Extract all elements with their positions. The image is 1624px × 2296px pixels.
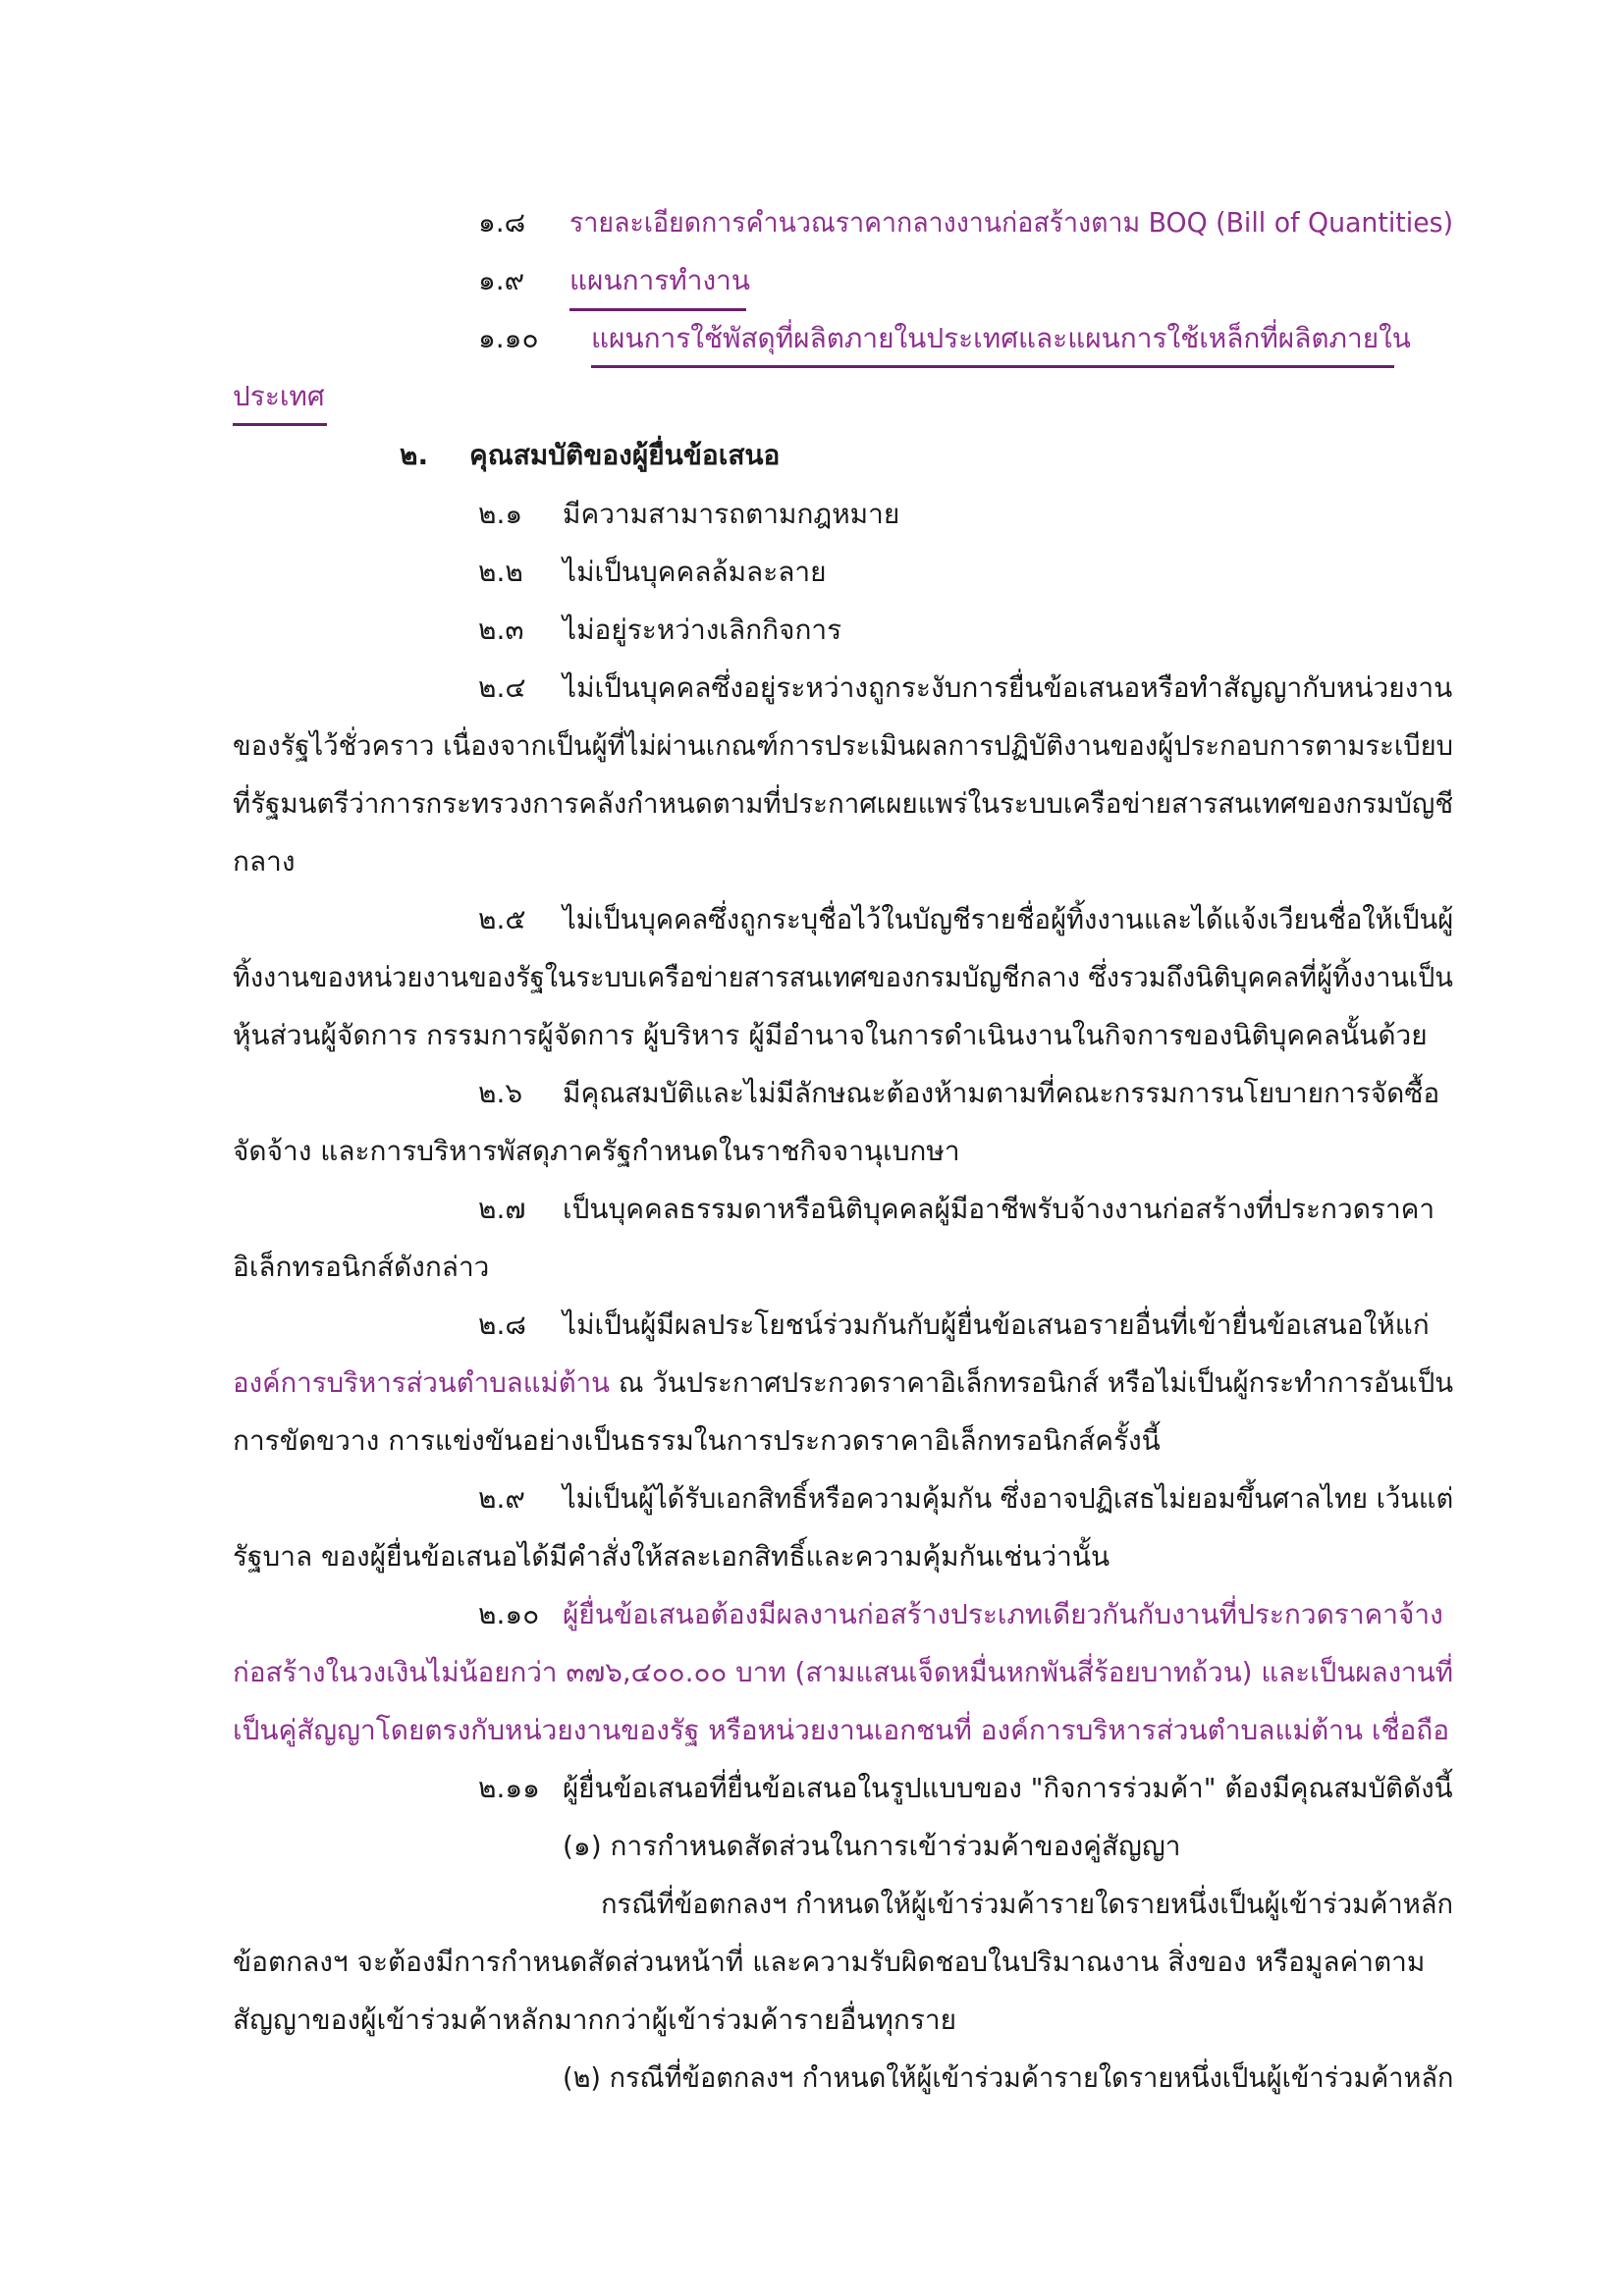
item-2-6-line-1: มีคุณสมบัติและไม่มีลักษณะต้องห้ามตามที่คณะกรรมการนโยบายการจัดซื้อ (563, 1077, 1440, 1109)
item-2-9-line-2: รัฐบาล ของผู้ยื่นข้อเสนอได้มีคำสั่งให้สละเอกสิทธิ์และความคุ้มกันเช่นว่านั้น (233, 1540, 1110, 1573)
section-2-title: คุณสมบัติของผู้ยื่นข้อเสนอ (469, 439, 781, 471)
item-2-3-text: ไม่อยู่ระหว่างเลิกกิจการ (563, 614, 842, 646)
item-2-5-line-2: ทิ้งงานของหน่วยงานของรัฐในระบบเครือข่ายสารสนเทศของกรมบัญชีกลาง ซึ่งรวมถึงนิติบุคคลที่ผู้ทิ้งงานเป็น (233, 961, 1453, 993)
item-2-5-line-3: หุ้นส่วนผู้จัดการ กรรมการผู้จัดการ ผู้บริหาร ผู้มีอำนาจในการดำเนินงานในกิจการของนิติบุคคลนั้นด้วย (233, 1019, 1428, 1051)
item-1-10-continuation-underline (233, 423, 327, 426)
item-2-5-number: ๒.๕ (478, 903, 526, 935)
item-2-8-line-3: การขัดขวาง การแข่งขันอย่างเป็นธรรมในการประกวดราคาอิเล็กทรอนิกส์ครั้งนี้ (233, 1424, 1161, 1457)
item-2-4-number: ๒.๔ (478, 671, 526, 704)
item-1-10-number: ๑.๑๐ (478, 322, 539, 354)
item-2-2-number: ๒.๒ (478, 556, 523, 588)
item-2-4-line-4: กลาง (233, 845, 296, 878)
item-2-10-line-1: ผู้ยื่นข้อเสนอต้องมีผลงานก่อสร้างประเภทเดียวกันกับงานที่ประกวดราคาจ้าง (563, 1598, 1443, 1630)
item-2-11-sub-1-line-3: สัญญาของผู้เข้าร่วมค้าหลักมากกว่าผู้เข้าร่วมค้ารายอื่นทุกราย (233, 2003, 956, 2036)
section-2-number: ๒. (400, 439, 429, 471)
item-1-8-text: รายละเอียดการคำนวณราคากลางงานก่อสร้างตาม BOQ (Bill of Quantities) (569, 206, 1454, 239)
item-1-10-underline (591, 365, 1394, 368)
item-2-5-line-1: ไม่เป็นบุคคลซึ่งถูกระบุชื่อไว้ในบัญชีรายชื่อผู้ทิ้งงานและได้แจ้งเวียนชื่อให้เป็นผู้ (563, 903, 1454, 935)
item-2-8-number: ๒.๘ (478, 1308, 526, 1341)
item-2-4-line-3: ที่รัฐมนตรีว่าการกระทรวงการคลังกำหนดตามที่ประกาศเผยแพร่ในระบบเครือข่ายสารสนเทศของกรมบัญชี (233, 787, 1454, 820)
item-1-8-number: ๑.๘ (478, 206, 526, 239)
item-2-9-line-1: ไม่เป็นผู้ได้รับเอกสิทธิ์หรือความคุ้มกัน ซึ่งอาจปฏิเสธไม่ยอมขึ้นศาลไทย เว้นแต่ (563, 1482, 1454, 1515)
item-2-4-line-2: ของรัฐไว้ชั่วคราว เนื่องจากเป็นผู้ที่ไม่ผ่านเกณฑ์การประเมินผลการปฏิบัติงานของผู้ประกอบการตามระเบียบ (233, 729, 1454, 762)
item-2-3-number: ๒.๓ (478, 614, 524, 646)
item-2-9-number: ๒.๙ (478, 1482, 525, 1515)
item-2-10-number: ๒.๑๐ (478, 1598, 540, 1630)
item-1-9-underline (569, 308, 746, 311)
item-1-10-continuation: ประเทศ (233, 380, 325, 412)
item-2-8-line-1: ไม่เป็นผู้มีผลประโยชน์ร่วมกันกับผู้ยื่นข้อเสนอรายอื่นที่เข้ายื่นข้อเสนอให้แก่ (563, 1308, 1430, 1341)
agency-name: องค์การบริหารส่วนตำบลแม่ต้าน (233, 1366, 611, 1399)
item-1-10-text: แผนการใช้พัสดุที่ผลิตภายในประเทศและแผนการใช้เหล็กที่ผลิตภายใน (591, 322, 1411, 354)
item-1-9-number: ๑.๙ (478, 264, 525, 296)
item-2-8-line-2-rest: ณ วันประกาศประกวดราคาอิเล็กทรอนิกส์ หรือไม่เป็นผู้กระทำการอันเป็น (610, 1366, 1454, 1399)
item-2-7-line-2: อิเล็กทรอนิกส์ดังกล่าว (233, 1251, 490, 1283)
item-2-2-text: ไม่เป็นบุคคลล้มละลาย (563, 556, 827, 588)
item-2-10-line-3: เป็นคู่สัญญาโดยตรงกับหน่วยงานของรัฐ หรือหน่วยงานเอกชนที่ องค์การบริหารส่วนตำบลแม่ต้าน เชื่อถือ (233, 1714, 1450, 1746)
item-2-1-number: ๒.๑ (478, 498, 523, 530)
item-2-11-sub-2-line-1: (๒) กรณีที่ข้อตกลงฯ กำหนดให้ผู้เข้าร่วมค้ารายใดรายหนึ่งเป็นผู้เข้าร่วมค้าหลัก (563, 2061, 1454, 2094)
item-2-10-line-2: ก่อสร้างในวงเงินไม่น้อยกว่า ๓๗๖,๔๐๐.๐๐ บาท (สามแสนเจ็ดหมื่นหกพันสี่ร้อยบาทถ้วน) และเป็นผลงานที่ (233, 1656, 1454, 1688)
item-2-11-line-1: ผู้ยื่นข้อเสนอที่ยื่นข้อเสนอในรูปแบบของ "กิจการร่วมค้า" ต้องมีคุณสมบัติดังนี้ (563, 1772, 1453, 1804)
item-2-11-sub-1-line-2: ข้อตกลงฯ จะต้องมีการกำหนดสัดส่วนหน้าที่ และความรับผิดชอบในปริมาณงาน สิ่งของ หรือมูลค่าตาม (233, 1946, 1426, 1978)
item-2-7-number: ๒.๗ (478, 1193, 526, 1225)
item-2-11-sub-1-line-1: กรณีที่ข้อตกลงฯ กำหนดให้ผู้เข้าร่วมค้ารายใดรายหนึ่งเป็นผู้เข้าร่วมค้าหลัก (601, 1888, 1454, 1920)
item-2-4-line-1: ไม่เป็นบุคคลซึ่งอยู่ระหว่างถูกระงับการยื่นข้อเสนอหรือทำสัญญากับหน่วยงาน (563, 671, 1453, 704)
item-2-11-sub-1-title: (๑) การกำหนดสัดส่วนในการเข้าร่วมค้าของคู่สัญญา (563, 1830, 1181, 1862)
item-2-1-text: มีความสามารถตามกฎหมาย (563, 498, 900, 530)
item-2-6-line-2: จัดจ้าง และการบริหารพัสดุภาครัฐกำหนดในราชกิจจานุเบกษา (233, 1135, 960, 1167)
item-1-9-text: แผนการทำงาน (569, 264, 751, 296)
item-2-6-number: ๒.๖ (478, 1077, 523, 1109)
item-2-11-number: ๒.๑๑ (478, 1772, 540, 1804)
item-2-8-line-2 (233, 1363, 1453, 1403)
item-2-7-line-1: เป็นบุคคลธรรมดาหรือนิติบุคคลผู้มีอาชีพรับจ้างงานก่อสร้างที่ประกวดราคา (563, 1193, 1435, 1225)
